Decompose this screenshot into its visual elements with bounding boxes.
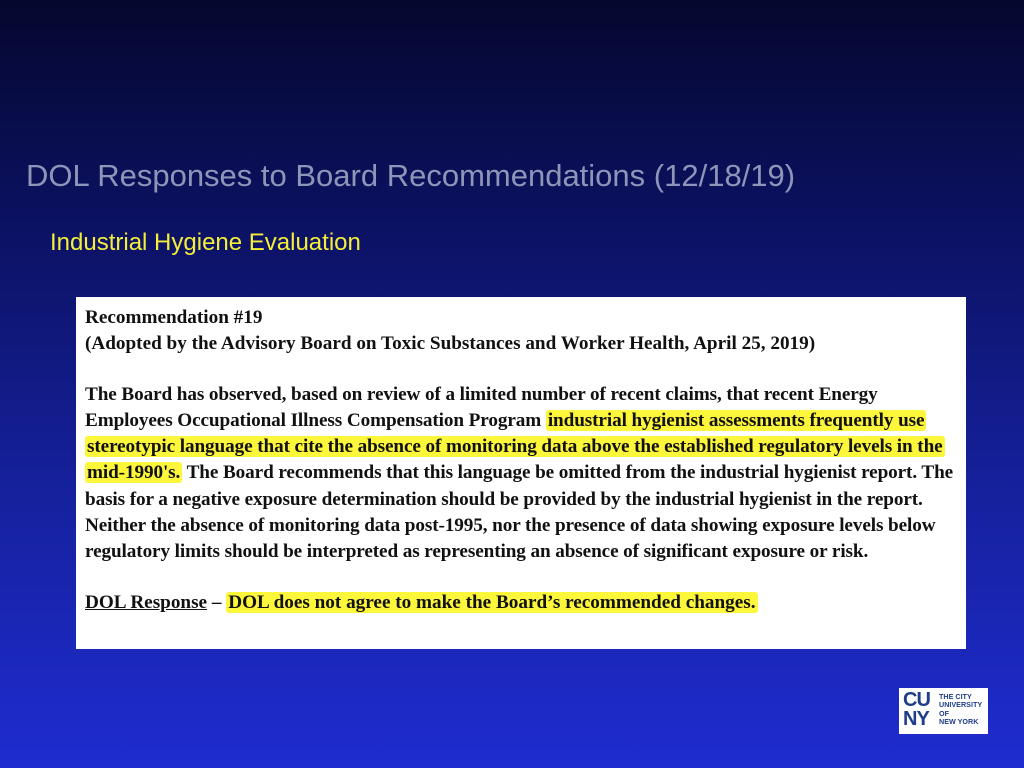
recommendation-body <box>85 382 956 566</box>
cuny-logo-mark-bottom: NY <box>903 708 929 730</box>
document-excerpt <box>76 297 966 649</box>
dol-response-text: DOL does not agree to make the Board’s recommended changes. <box>228 591 756 613</box>
cuny-logo-mark <box>903 691 937 731</box>
recommendation-body-rest: The Board recommends that this language be omitted from the industrial hygienist report. The basis for a negative exposure determination should be provided by the industrial hygienist in the report. Neither the absence of monitoring data post-1995, nor the presence of data showing exposure levels below regulatory limits should be interpreted as representing an absence of significant exposure or risk. <box>85 462 954 563</box>
highlighted-finding: industrial hygienist assessments frequently use stereotypic language that cite the absence of monitoring data above the established regulatory levels in the mid-1990's. <box>87 409 943 484</box>
dol-response <box>85 590 956 616</box>
cuny-logo-line4: NEW YORK <box>939 716 979 726</box>
recommendation-heading: Recommendation #19 <box>85 307 263 328</box>
slide-subtitle: Industrial Hygiene Evaluation <box>50 229 361 256</box>
dol-response-dash: – <box>207 591 227 613</box>
cuny-logo-text <box>939 693 982 726</box>
cuny-logo <box>899 688 988 734</box>
recommendation-body-intro: The Board has observed, based on review of a limited number of recent claims, that recent Energy Employees Occupational Illness Compensation Program <box>85 383 878 431</box>
cuny-logo-line2: UNIVERSITY <box>939 700 983 710</box>
cuny-logo-mark-top: CU <box>903 689 930 711</box>
slide-title: DOL Responses to Board Recommendations (12/18/19) <box>26 158 796 193</box>
dol-response-label: DOL Response <box>85 591 208 613</box>
recommendation-adopted-note: (Adopted by the Advisory Board on Toxic Substances and Worker Health, April 25, 2019) <box>85 333 816 355</box>
cuny-logo-line1: THE CITY <box>939 692 972 701</box>
cuny-logo-line3: OF <box>939 708 949 718</box>
